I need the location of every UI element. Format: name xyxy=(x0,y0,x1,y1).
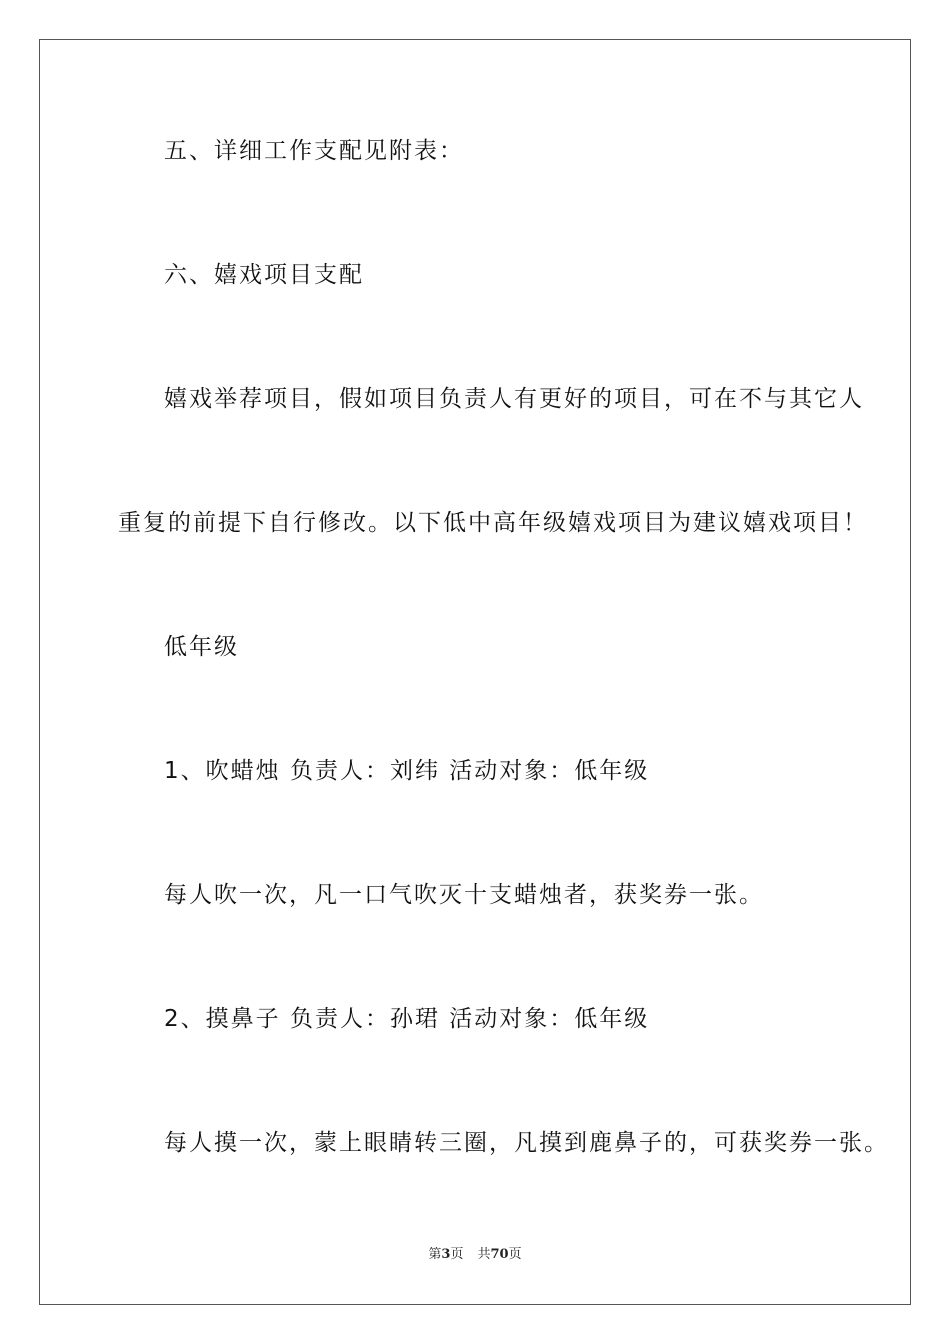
total-pages: 70 xyxy=(490,1247,509,1262)
paragraph-intro-line-2: 重复的前提下自行修改。以下低中高年级嬉戏项目为建议嬉戏项目！ xyxy=(118,510,868,536)
game-item-1-title: 1、吹蜡烛 负责人：刘纬 活动对象：低年级 xyxy=(164,758,650,784)
page-frame xyxy=(39,39,911,1305)
game-item-2-description: 每人摸一次，蒙上眼睛转三圈，凡摸到鹿鼻子的，可获奖券一张。 xyxy=(164,1130,889,1156)
game-item-2-title: 2、摸鼻子 负责人：孙珺 活动对象：低年级 xyxy=(164,1006,650,1032)
section-heading-6: 六、嬉戏项目支配 xyxy=(164,262,364,288)
page-footer xyxy=(0,1246,950,1264)
page-suffix: 页 xyxy=(450,1247,464,1262)
subheading-grade: 低年级 xyxy=(164,634,239,660)
total-prefix: 共 xyxy=(477,1247,491,1262)
section-heading-5: 五、详细工作支配见附表： xyxy=(164,138,464,164)
page-number: 3 xyxy=(441,1247,451,1262)
game-item-1-description: 每人吹一次，凡一口气吹灭十支蜡烛者，获奖券一张。 xyxy=(164,882,764,908)
page-prefix: 第 xyxy=(428,1247,442,1262)
total-suffix: 页 xyxy=(508,1247,522,1262)
paragraph-intro-line-1: 嬉戏举荐项目，假如项目负责人有更好的项目，可在不与其它人 xyxy=(164,386,864,412)
